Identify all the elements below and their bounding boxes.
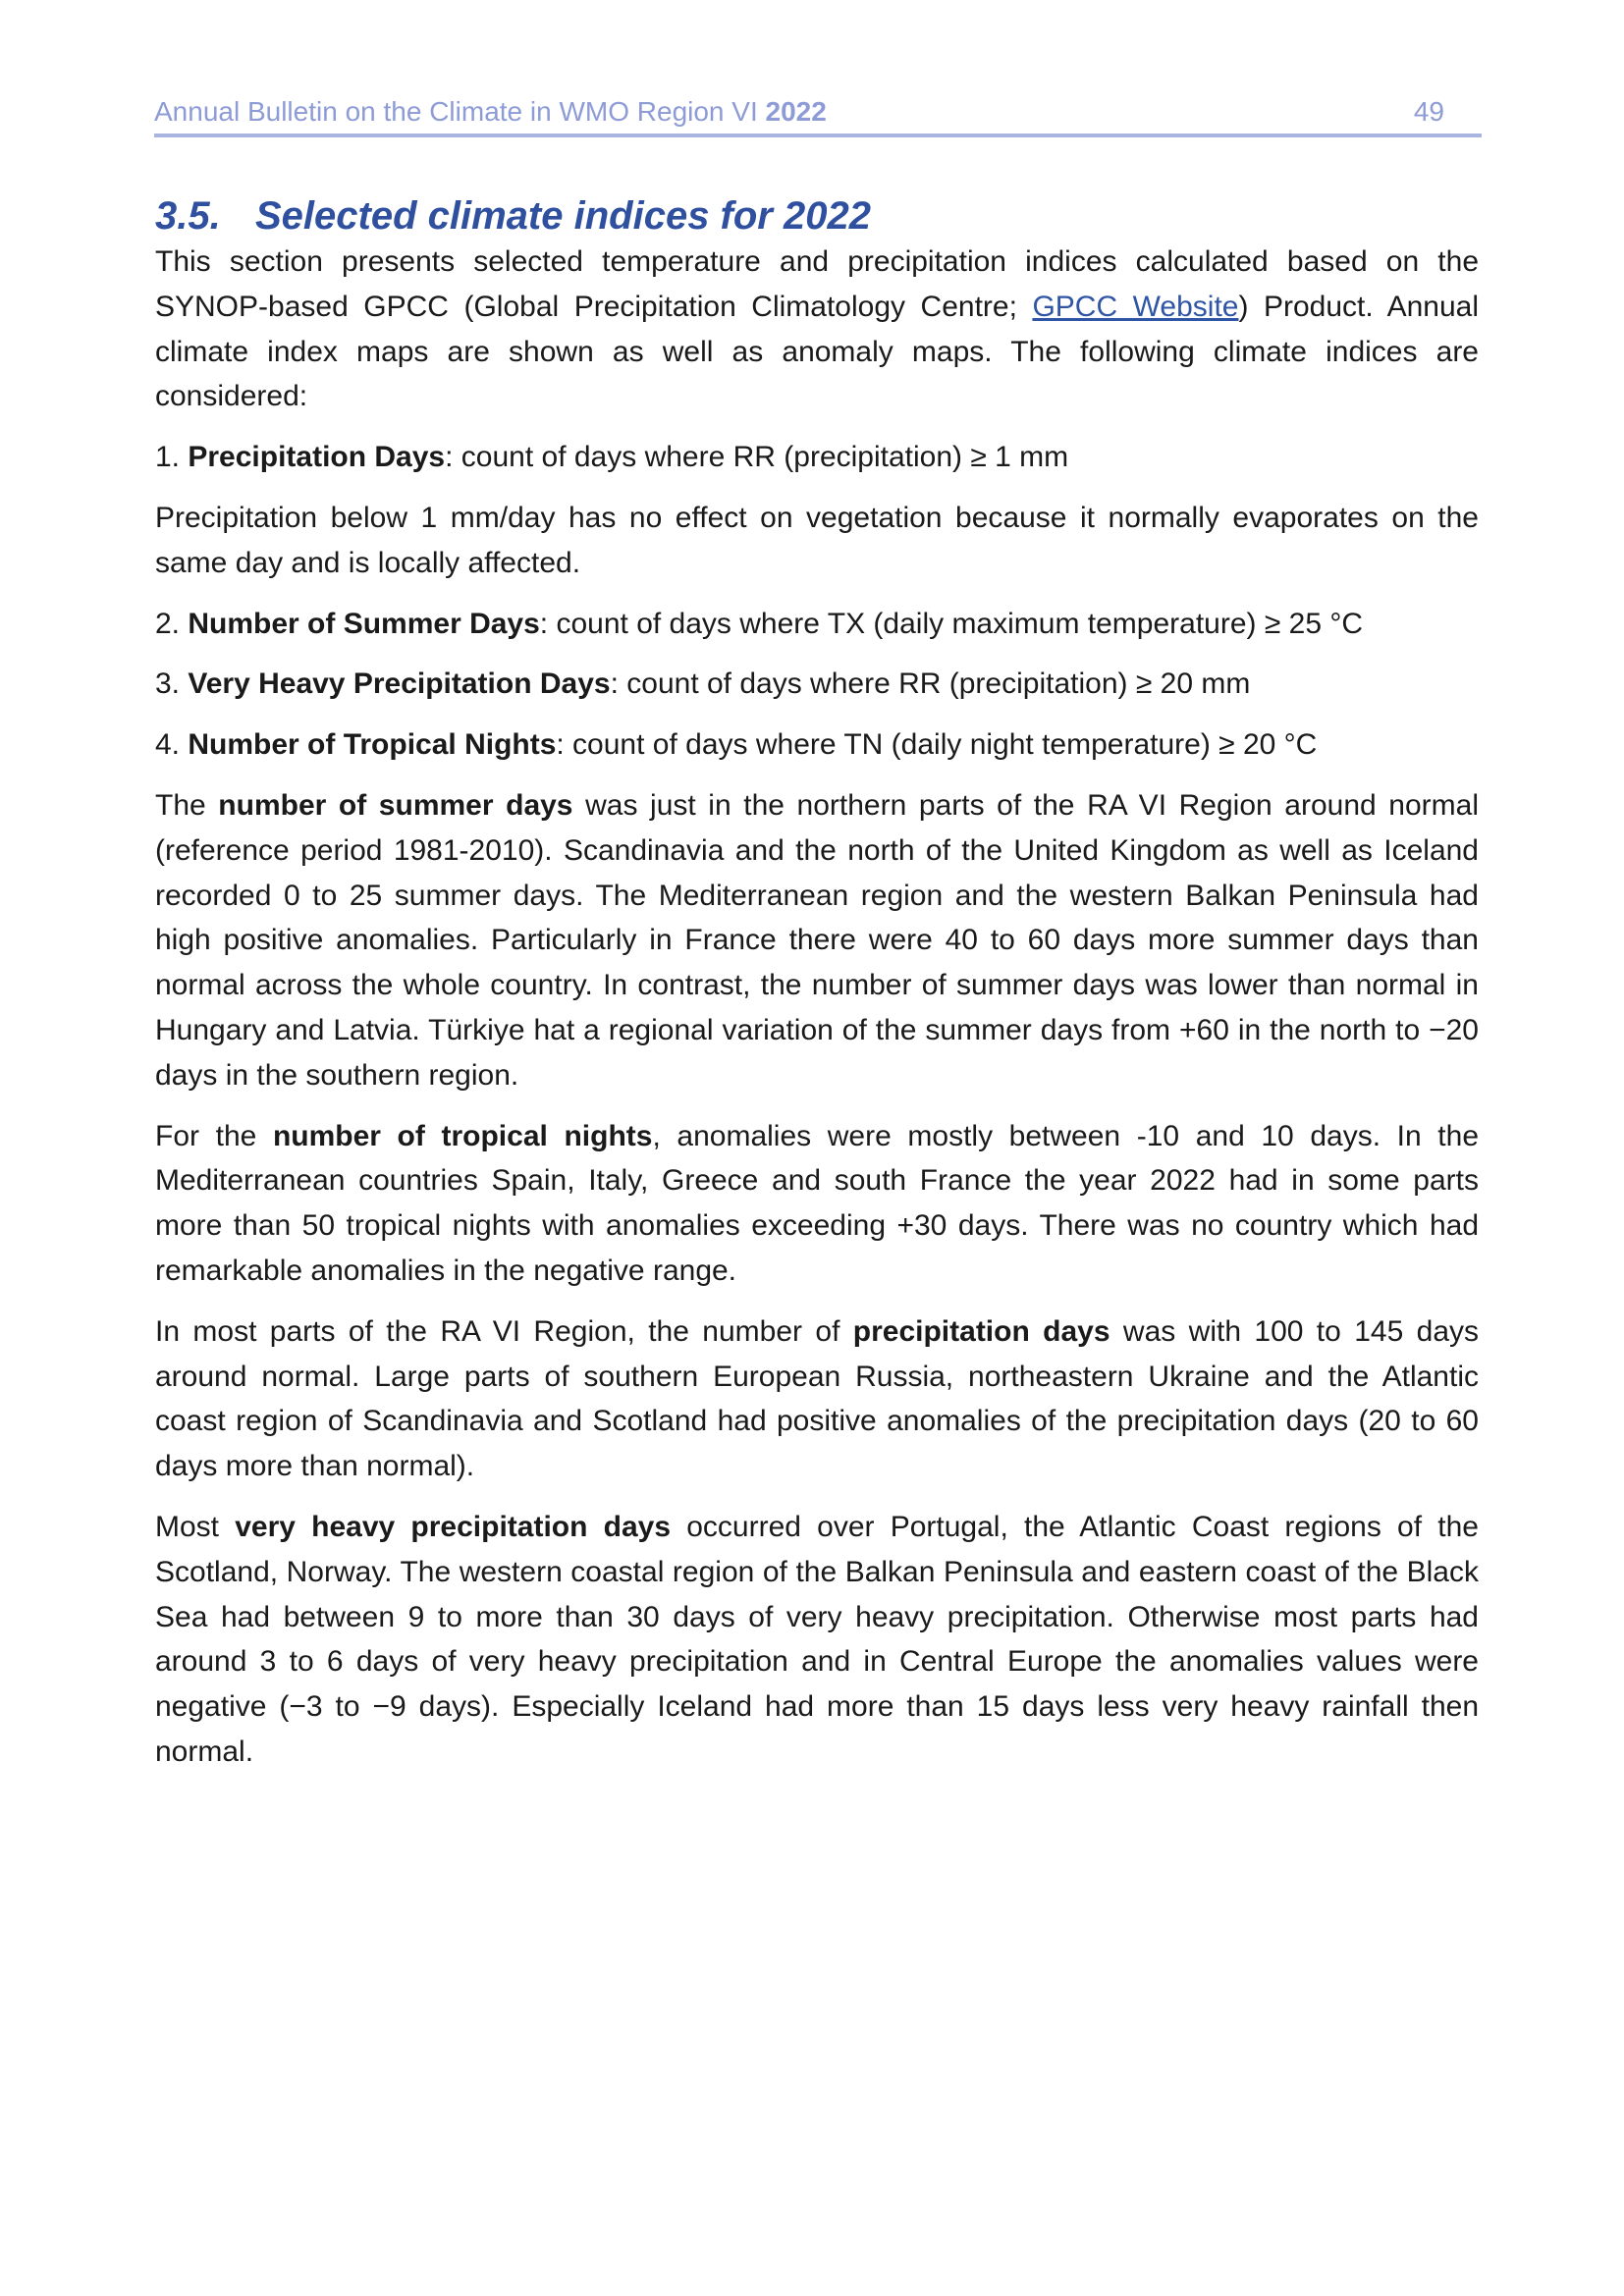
page-number: 49 bbox=[1413, 96, 1444, 127]
index-item-3: 3. Very Heavy Precipitation Days: count of days where RR (precipitation) ≥ 20 mm bbox=[155, 667, 1251, 701]
page-header bbox=[154, 94, 1482, 137]
heavy-precipitation-paragraph: Most very heavy precipitation days occurred over Portugal, the Atlantic Coast regions of the Scotland, Norway. The western coastal region of the Balkan Peninsula and eastern coast of the Black Sea had between 9 to more than 30 days of very heavy precipitation. Otherwise most parts had around 3 to 6 days of very heavy precipitation and in Central Europe the anomalies values were negative (−3 to −9 days). Especially Iceland had more than 15 days less very heavy rainfall then normal. bbox=[155, 1510, 1479, 1768]
precipitation-note: Precipitation below 1 mm/day has no effect on vegetation because it normally evaporates on the same day and is locally affected. bbox=[155, 501, 1479, 579]
index-item-2: 2. Number of Summer Days: count of days where TX (daily maximum temperature) ≥ 25 °C bbox=[155, 607, 1364, 640]
main-content bbox=[155, 192, 1479, 1790]
section-number: 3.5. bbox=[155, 194, 221, 238]
bulletin-year: 2022 bbox=[765, 96, 827, 127]
precipitation-days-paragraph: In most parts of the RA VI Region, the number of precipitation days was with 100 to 145 days around normal. Large parts of southern European Russia, northeastern Ukraine and the Atlantic coast region of Scandinavia and Scotland had positive anomalies of the precipitation days (20 to 60 days more than normal). bbox=[155, 1314, 1480, 1483]
index-item-4: 4. Number of Tropical Nights: count of days where TN (daily night temperature) ≥ 20 °C bbox=[155, 728, 1318, 762]
gpcc-website-link[interactable]: GPCC Website bbox=[1032, 290, 1239, 323]
intro-paragraph: This section presents selected temperature and precipitation indices calculated based on the SYNOP-based GPCC (Global Precipitation Climatology Centre; GPCC Website) Product. Annual climate index maps are shown as well as anomaly maps. The following climate indices are considered: bbox=[155, 245, 1479, 413]
section-title: Selected climate indices for 2022 bbox=[255, 194, 871, 238]
tropical-nights-paragraph: For the number of tropical nights, anomalies were mostly between -10 and 10 days. In the Mediterranean countries Spain, Italy, Greece and south France the year 2022 had in some parts more than 50 tropical nights with anomalies exceeding +30 days. There was no country which had remarkable anomalies in the negative range. bbox=[155, 1119, 1480, 1287]
summer-days-paragraph: The number of summer days was just in the northern parts of the RA VI Region around normal (reference period 1981-2010). Scandinavia and the north of the United Kingdom as well as Iceland recorded 0 to 25 summer days. The Mediterranean region and the western Balkan Peninsula had high positive anomalies. Particularly in France there were 40 to 60 days more summer days than normal across the whole country. In contrast, the number of summer days was lower than normal in Hungary and Latvia. Türkiye hat a regional variation of the summer days from +60 in the north to −20 days in the southern region. bbox=[155, 788, 1479, 1092]
section-heading bbox=[155, 192, 1479, 240]
index-item-1: 1. Precipitation Days: count of days where RR (precipitation) ≥ 1 mm bbox=[155, 441, 1069, 474]
bulletin-title: Annual Bulletin on the Climate in WMO Region VI 2022 bbox=[154, 96, 827, 127]
